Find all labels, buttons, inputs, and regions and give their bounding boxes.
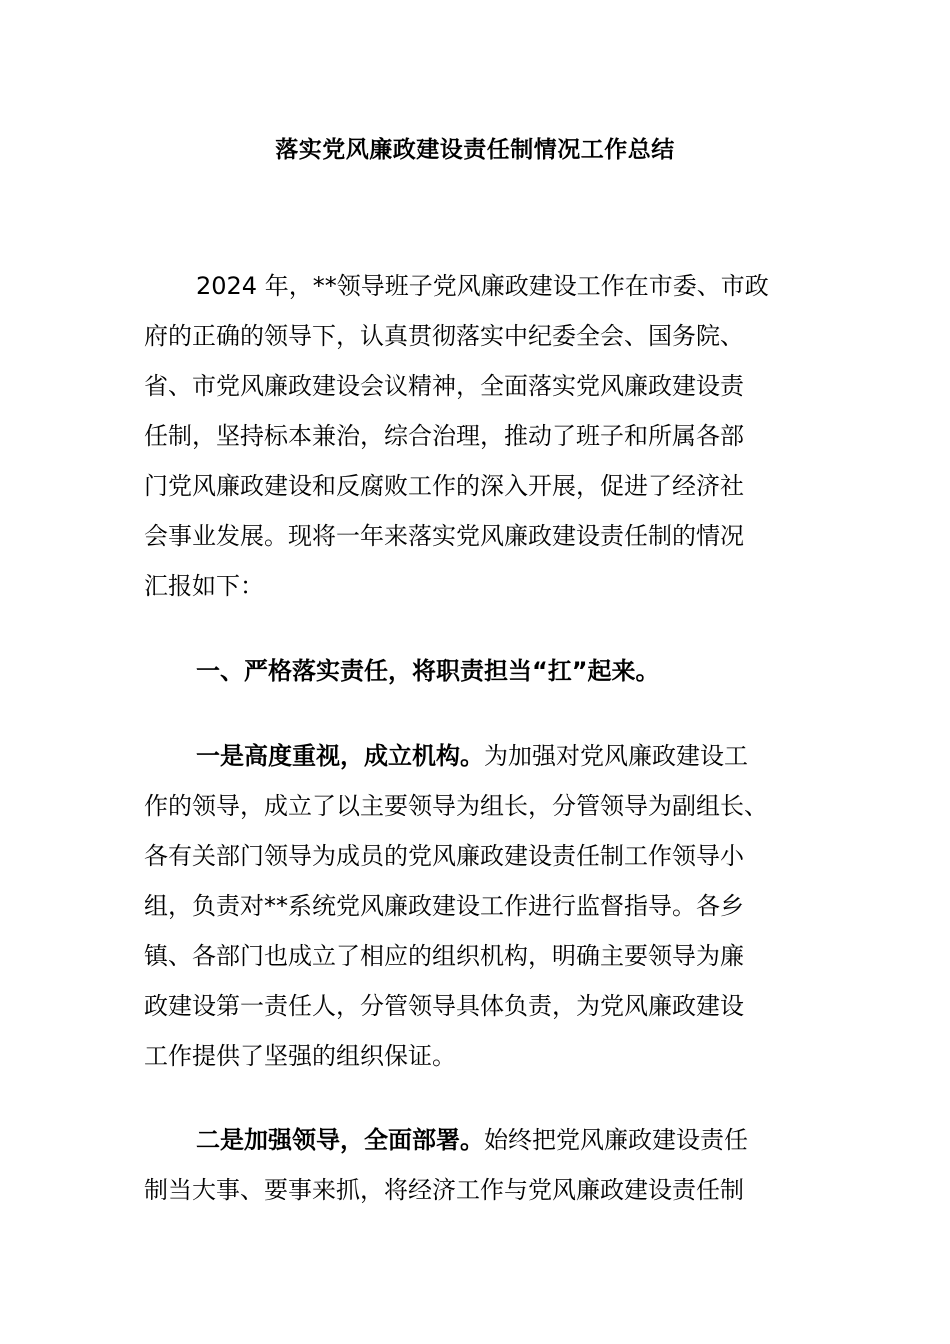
paragraph-2 xyxy=(144,1115,814,1215)
paragraph-1-line-2: 作的领导，成立了以主要领导为组长，分管领导为副组长、 xyxy=(144,792,768,820)
section-1-heading-text: 一、严格落实责任，将职责担当“扛”起来。 xyxy=(196,657,660,685)
intro-line-6: 会事业发展。现将一年来落实党风廉政建设责任制的情况 xyxy=(144,522,744,550)
paragraph-1-first-line-rest: 为加强对党风廉政建设工 xyxy=(484,742,748,770)
intro-line-1: 2024 年，**领导班子党风廉政建设工作在市委、市政 xyxy=(196,272,769,300)
paragraph-1-line-3: 各有关部门领导为成员的党风廉政建设责任制工作领导小 xyxy=(144,842,744,870)
paragraph-2-first-line-rest: 始终把党风廉政建设责任 xyxy=(484,1126,748,1154)
paragraph-1 xyxy=(144,731,814,1081)
intro-line-2: 府的正确的领导下，认真贯彻落实中纪委全会、国务院、 xyxy=(144,322,744,350)
intro-paragraph xyxy=(144,261,814,611)
paragraph-1-line-5: 镇、各部门也成立了相应的组织机构，明确主要领导为廉 xyxy=(144,942,744,970)
intro-line-3: 省、市党风廉政建设会议精神，全面落实党风廉政建设责 xyxy=(144,372,744,400)
paragraph-1-line-4: 组，负责对**系统党风廉政建设工作进行监督指导。各乡 xyxy=(144,892,744,920)
section-1-heading xyxy=(144,646,814,696)
paragraph-1-line-6: 政建设第一责任人，分管领导具体负责，为党风廉政建设 xyxy=(144,992,744,1020)
paragraph-1-lead: 一是高度重视，成立机构。 xyxy=(196,742,484,770)
intro-line-4: 任制，坚持标本兼治，综合治理，推动了班子和所属各部 xyxy=(144,422,744,450)
document-title: 落实党风廉政建设责任制情况工作总结 xyxy=(275,137,675,163)
paragraph-2-lead: 二是加强领导，全面部署。 xyxy=(196,1126,484,1154)
intro-line-7: 汇报如下： xyxy=(144,572,264,600)
paragraph-1-line-7: 工作提供了坚强的组织保证。 xyxy=(144,1042,456,1070)
paragraph-1-first-line xyxy=(144,731,814,781)
paragraph-2-first-line xyxy=(144,1115,814,1165)
paragraph-2-line-2: 制当大事、要事来抓，将经济工作与党风廉政建设责任制 xyxy=(144,1176,744,1204)
intro-line-5: 门党风廉政建设和反腐败工作的深入开展，促进了经济社 xyxy=(144,472,744,500)
